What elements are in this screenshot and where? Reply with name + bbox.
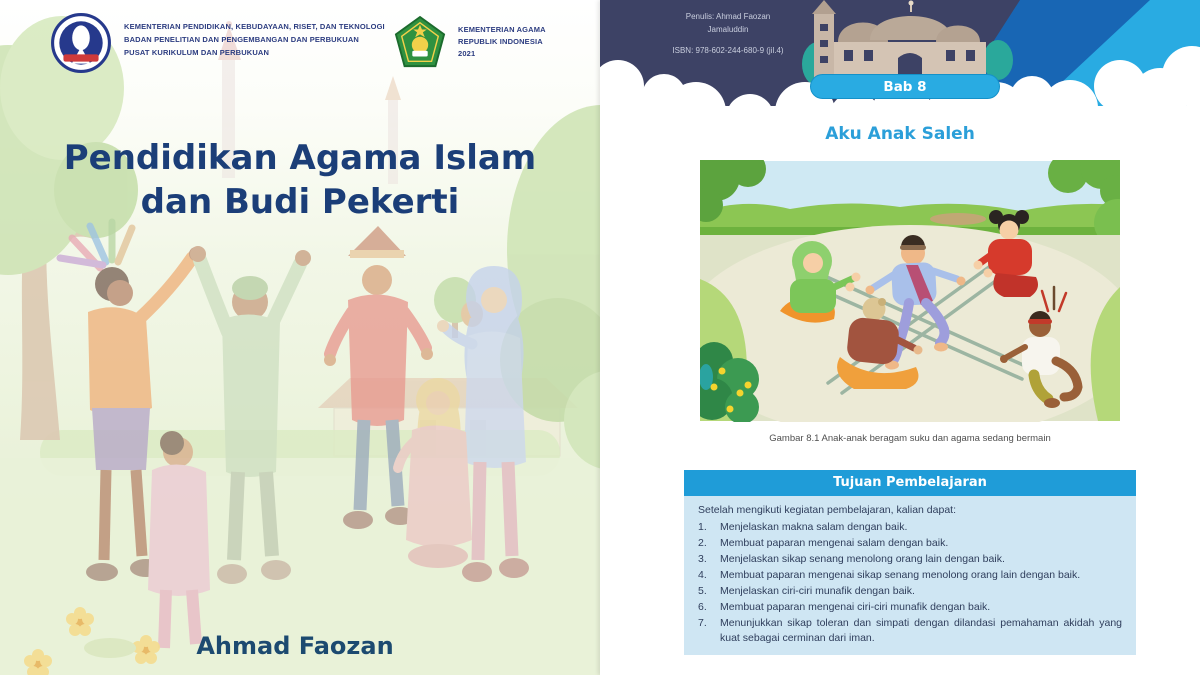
- objective-item: Membuat paparan mengenai sikap senang menolong orang lain dengan baik.: [720, 569, 1081, 581]
- credits: [618, 10, 838, 57]
- objective-item: Menjelaskan ciri-ciri munafik dengan baik.: [720, 585, 915, 597]
- ministry-religion-line3: 2021: [458, 49, 476, 58]
- publisher-education: [50, 12, 385, 74]
- kemenag-logo: [394, 14, 446, 72]
- ministry-education-line3: PUSAT KURIKULUM DAN PERBUKUAN: [124, 48, 270, 57]
- ministry-religion-line2: REPUBLIK INDONESIA: [458, 37, 543, 46]
- objective-item: Menjelaskan sikap senang menolong orang lain dengan baik.: [720, 553, 1005, 565]
- ministry-education-line1: KEMENTERIAN PENDIDIKAN, KEBUDAYAAN, RISET, DAN TEKNOLOGI: [124, 22, 385, 31]
- objectives-header: Tujuan Pembelajaran: [684, 470, 1136, 496]
- book-title: [0, 136, 600, 224]
- objective-item: Menjelaskan makna salam dengan baik.: [720, 521, 908, 533]
- chapter-badge: Bab 8: [810, 74, 1000, 99]
- objectives-box: [684, 470, 1136, 655]
- book-title-line1: Pendidikan Agama Islam: [63, 138, 537, 178]
- ministry-religion-line1: KEMENTERIAN AGAMA: [458, 25, 546, 34]
- credit-author-line1: Penulis: Ahmad Faozan: [685, 12, 771, 21]
- figure-caption: Gambar 8.1 Anak-anak beragam suku dan agama sedang bermain: [769, 433, 1051, 444]
- chapter-title: Aku Anak Saleh: [825, 124, 975, 144]
- objective-item: Menunjukkan sikap toleran dan simpati dengan dilandasi pemahaman akidah yang kuat sebagai cerminan dari iman.: [720, 617, 1122, 644]
- objectives-body: [684, 496, 1136, 655]
- credit-isbn: ISBN: 978-602-244-680-9 (jil.4): [672, 46, 784, 55]
- credit-author-line2: Jamaluddin: [707, 25, 749, 34]
- page-header: [600, 0, 1200, 112]
- publisher-religion: [394, 14, 546, 72]
- objectives-list: [698, 520, 1122, 646]
- chapter-page: [600, 0, 1200, 675]
- objective-item: Membuat paparan mengenai ciri-ciri munafik dengan baik.: [720, 601, 991, 613]
- ministry-education-line2: BADAN PENELITIAN DAN PENGEMBANGAN DAN PERBUKUAN: [124, 35, 359, 44]
- book-author: Ahmad Faozan: [196, 632, 394, 660]
- tut-wuri-handayani-logo: [50, 12, 112, 74]
- book-title-line2: dan Budi Pekerti: [140, 182, 460, 222]
- objectives-intro: Setelah mengikuti kegiatan pembelajaran, kalian dapat:: [698, 504, 957, 516]
- objective-item: Membuat paparan mengenai salam dengan baik.: [720, 537, 949, 549]
- figure-illustration: [700, 160, 1120, 422]
